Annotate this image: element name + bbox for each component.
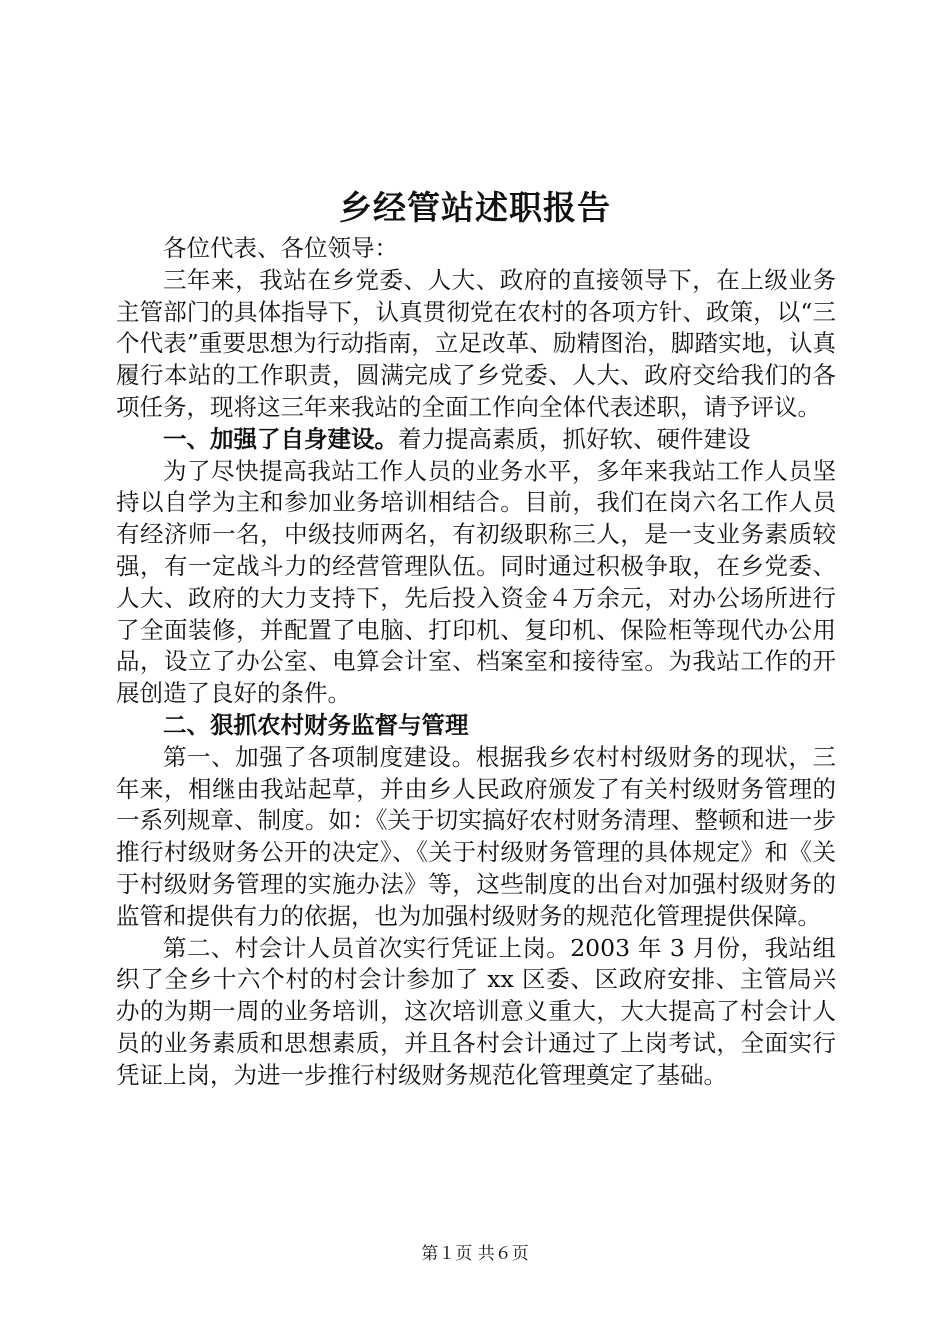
section-1-heading-line bbox=[116, 424, 836, 456]
section-1-heading: 一、加强了自身建设。 bbox=[163, 424, 398, 453]
section-2-paragraph-2: 第二、村会计人员首次实行凭证上岗。2003 年 3 月份，我站组织了全乡十六个村的村会计参加了 xx 区委、区政府安排、主管局兴办的为期一周的业务培训，这次培训意义重大，大大提高了村会计人员的业务素质和思想素质，并且各村会计通过了上岗考试，全面实行凭证上岗，为进一步推行村级财务规范化管理奠定了基础。 bbox=[116, 933, 836, 1089]
document-body bbox=[116, 233, 836, 1092]
section-2-heading-line bbox=[116, 710, 836, 742]
greeting: 各位代表、各位领导： bbox=[163, 234, 398, 262]
intro-paragraph: 三年来，我站在乡党委、人大、政府的直接领导下，在上级业务主管部门的具体指导下，认真贯彻党在农村的各项方针、政策，以“三个代表”重要思想为行动指南，立足改革、励精图治，脚踏实地，认真履行本站的工作职责，圆满完成了乡党委、人大、政府交给我们的各项任务，现将这三年来我站的全面工作向全体代表述职，请予评议。 bbox=[116, 265, 836, 421]
document-title: 乡经管站述职报告 bbox=[339, 188, 611, 227]
section-1-paragraph: 为了尽快提高我站工作人员的业务水平，多年来我站工作人员坚持以自学为主和参加业务培训相结合。目前，我们在岗六名工作人员有经济师一名，中级技师两名，有初级职称三人，是一支业务素质较强，有一定战斗力的经营管理队伍。同时通过积极争取，在乡党委、人大、政府的大力支持下，先后投入资金４万余元，对办公场所进行了全面装修，并配置了电脑、打印机、复印机、保险柜等现代办公用品，设立了办公室、电算会计室、档案室和接待室。为我站工作的开展创造了良好的条件。 bbox=[116, 456, 836, 708]
section-2-paragraph-1: 第一、加强了各项制度建设。根据我乡农村村级财务的现状，三年来，相继由我站起草，并由乡人民政府颁发了有关村级财务管理的一系列规章、制度。如：《关于切实搞好农村财务清理、整顿和进一步推行村级财务公开的决定》、《关于村级财务管理的具体规定》和《关于村级财务管理的实施办法》等，这些制度的出台对加强村级财务的监管和提供有力的依据，也为加强村级财务的规范化管理提供保障。 bbox=[116, 742, 836, 930]
section-1-heading-rest: 着力提高素质，抓好软、硬件建设 bbox=[398, 424, 751, 453]
page-footer: 第１页 共６页 bbox=[421, 1244, 529, 1264]
section-2-heading: 二、狠抓农村财务监督与管理 bbox=[163, 710, 469, 739]
